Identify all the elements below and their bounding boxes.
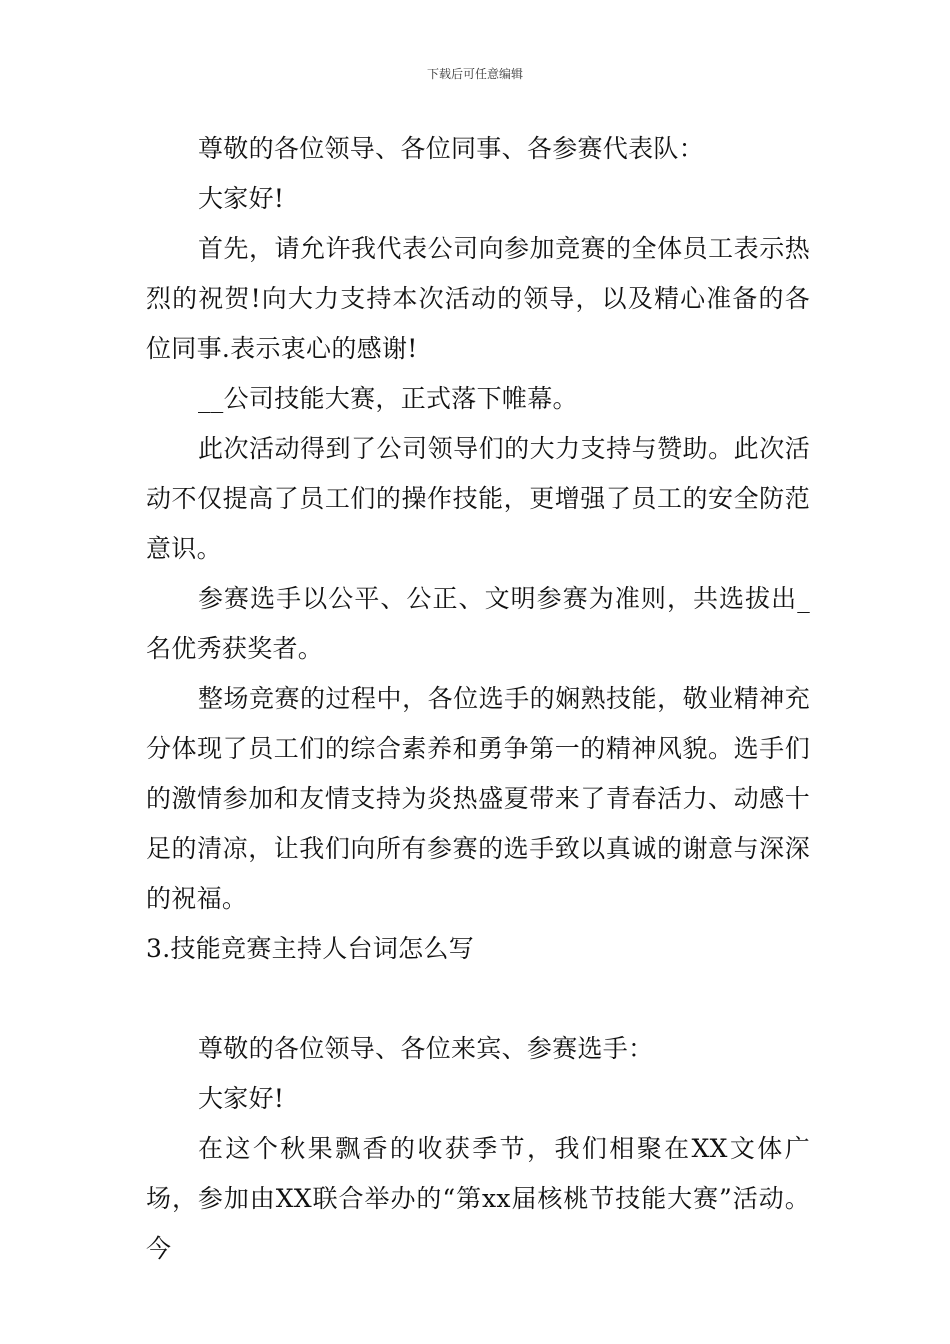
section-heading: 3.技能竞赛主持人台词怎么写 [146,934,475,963]
page-header: 下载后可任意编辑 [426,67,523,81]
greeting: 大家好! [198,1084,285,1113]
spacer [146,974,810,1024]
paragraph: 参赛选手以公平、公正、文明参赛为准则，共选拔出_名优秀获奖者。 [146,584,810,663]
document-body [146,124,810,1274]
greeting: 大家好! [198,184,285,213]
paragraph: 此次活动得到了公司领导们的大力支持与赞助。此次活动不仅提高了员工们的操作技能，更增强了员工的安全防范意识。 [146,434,810,563]
salutation: 尊敬的各位领导、各位同事、各参赛代表队： [198,134,705,163]
salutation: 尊敬的各位领导、各位来宾、参赛选手： [198,1034,654,1063]
paragraph: 首先，请允许我代表公司向参加竞赛的全体员工表示热烈的祝贺!向大力支持本次活动的领导，以及精心准备的各位同事.表示衷心的感谢! [146,234,810,363]
paragraph: __公司技能大赛，正式落下帷幕。 [198,384,578,413]
paragraph: 在这个秋果飘香的收获季节，我们相聚在XX文体广场，参加由XX联合举办的“第xx届核桃节技能大赛”活动。今 [146,1134,810,1263]
paragraph: 整场竞赛的过程中，各位选手的娴熟技能，敬业精神充分体现了员工们的综合素养和勇争第一的精神风貌。选手们的激情参加和友情支持为炎热盛夏带来了青春活力、动感十足的清凉，让我们向所有参赛的选手致以真诚的谢意与深深的祝福。 [146,684,810,913]
